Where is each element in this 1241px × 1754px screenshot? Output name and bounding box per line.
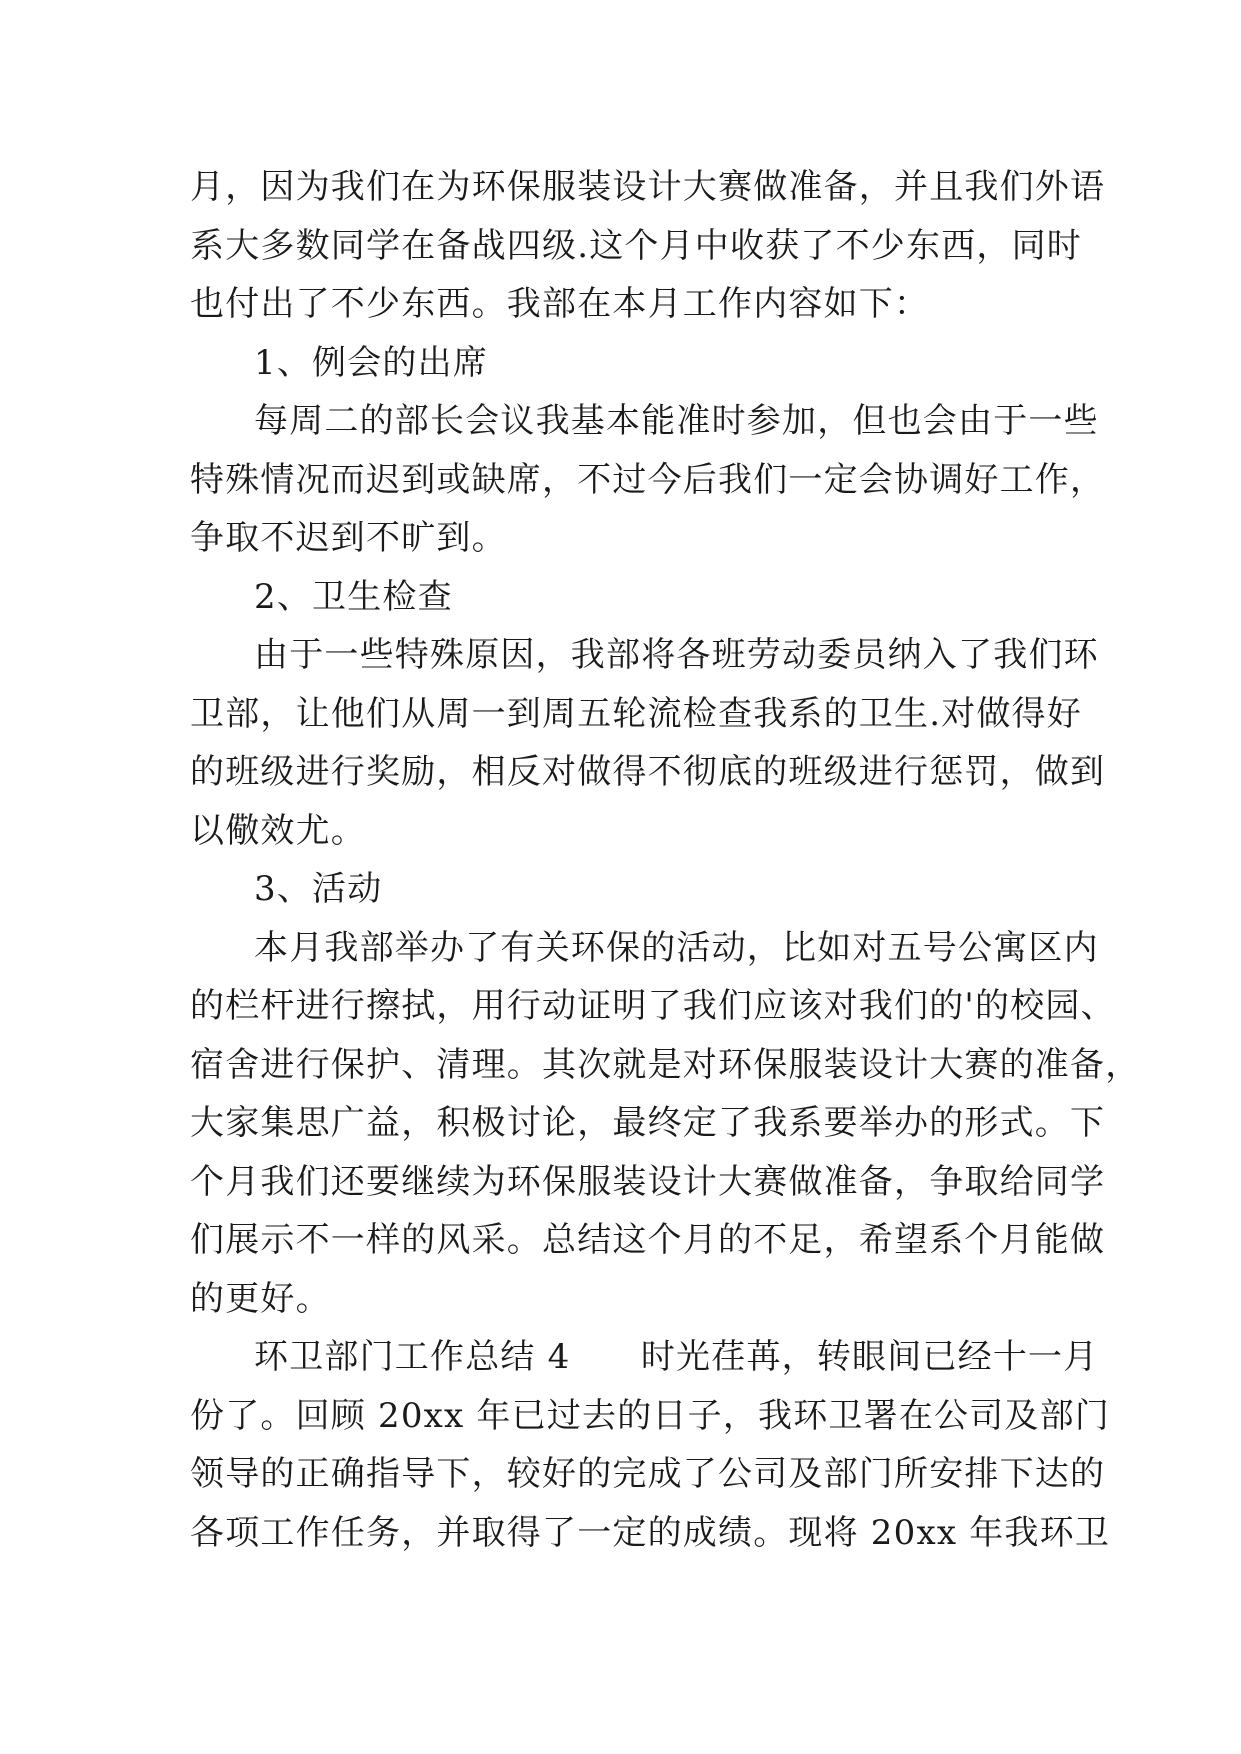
text-line: 每周二的部长会议我基本能准时参加，但也会由于一些: [254, 401, 1099, 441]
text-line: 特殊情况而迟到或缺席，不过今后我们一定会协调好工作，: [190, 459, 1106, 500]
text-line: 大家集思广益，积极讨论，最终定了我系要举办的形式。下: [190, 1103, 1106, 1143]
text-line: 的班级进行奖励，相反对做得不彻底的班级进行惩罚，做到: [190, 752, 1106, 792]
text-line: 也付出了不少东西。我部在本月工作内容如下：: [190, 284, 930, 324]
text-line: 的栏杆进行擦拭，用行动证明了我们应该对我们的'的校园、: [190, 986, 1116, 1026]
text-line: 们展示不一样的风采。总结这个月的不足，希望系个月能做: [190, 1220, 1106, 1260]
text-line: 份了。回顾 20xx 年已过去的日子，我环卫署在公司及部门: [190, 1395, 1111, 1436]
text-line: 由于一些特殊原因，我部将各班劳动委员纳入了我们环: [254, 635, 1099, 675]
text-line: 个月我们还要继续为环保服装设计大赛做准备，争取给同学: [190, 1161, 1106, 1202]
text-line: 的更好。: [190, 1278, 331, 1319]
section-heading: 1、例会的出席: [254, 342, 489, 383]
text-line: 卫部，让他们从周一到周五轮流检查我系的卫生.对做得好: [190, 693, 1083, 734]
text-line: 领导的正确指导下，较好的完成了公司及部门所安排下达的: [190, 1454, 1106, 1494]
section-heading: 2、卫生检查: [254, 576, 453, 617]
text-line: 月，因为我们在为环保服装设计大赛做准备，并且我们外语: [190, 167, 1106, 207]
text-line: 各项工作任务，并取得了一定的成绩。现将 20xx 年我环卫: [190, 1512, 1111, 1553]
text-line: 争取不迟到不旷到。: [190, 518, 507, 558]
text-line: 宿舍进行保护、清理。其次就是对环保服装设计大赛的准备，: [190, 1044, 1141, 1085]
document-body: [190, 158, 1141, 1562]
section-heading: 3、活动: [254, 869, 383, 909]
text-line: 环卫部门工作总结 4 时光荏苒，转眼间已经十一月: [254, 1337, 1099, 1377]
text-line: 系大多数同学在备战四级.这个月中收获了不少东西，同时: [190, 225, 1083, 266]
text-line: 本月我部举办了有关环保的活动，比如对五号公寓区内: [254, 927, 1099, 968]
text-line: 以儆效尤。: [190, 810, 366, 851]
